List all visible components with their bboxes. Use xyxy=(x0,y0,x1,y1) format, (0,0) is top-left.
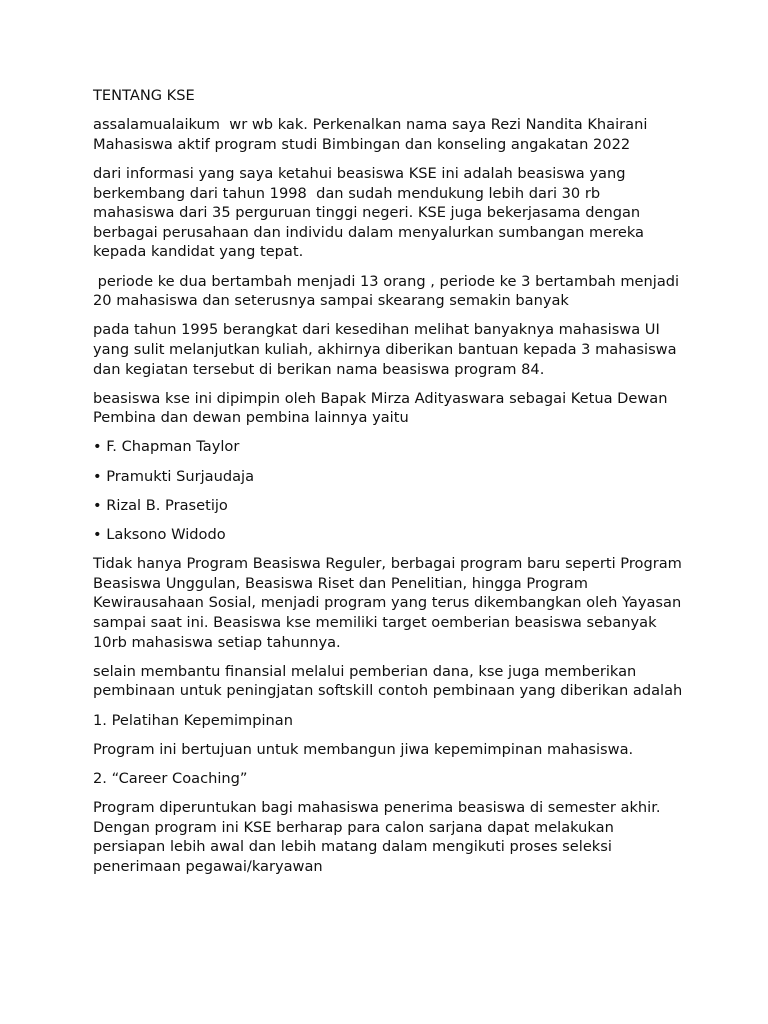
career-coaching-description: Program diperuntukan bagi mahasiswa penerima beasiswa di semester akhir. Dengan program ini KSE berharap para calon sarjana dapat melakukan persiapan lebih awal dan lebih matang dalam mengikuti proses seleksi penerimaan pegawai/karyawan xyxy=(93,799,666,875)
history-paragraph: pada tahun 1995 berangkat dari kesedihan melihat banyaknya mahasiswa UI yang sulit melanjutkan kuliah, akhirnya diberikan bantuan kepada 3 mahasiswa dan kegiatan tersebut di berikan nama beasiswa program 84. xyxy=(93,321,682,378)
document-body xyxy=(93,86,687,886)
period-paragraph: periode ke dua bertambah menjadi 13 orang , periode ke 3 bertambah menjadi 20 mahasiswa dan seterusnya sampai skearang semakin banyak xyxy=(93,272,684,310)
leadership-paragraph: beasiswa kse ini dipimpin oleh Bapak Mirza Adityaswara sebagai Ketua Dewan Pembina dan dewan pembina lainnya yaitu xyxy=(93,389,673,427)
document-title: TENTANG KSE xyxy=(93,87,195,104)
program-heading-leadership: 1. Pelatihan Kepemimpinan xyxy=(93,711,293,729)
program-heading-career-coaching: 2. “Career Coaching” xyxy=(93,769,248,787)
leadership-program-description: Program ini bertujuan untuk membangun jiwa kepemimpinan mahasiswa. xyxy=(93,740,634,758)
intro-paragraph: assalamualaikum wr wb kak. Perkenalkan nama saya Rezi Nandita Khairani Mahasiswa aktif program studi Bimbingan dan konseling angakatan 2022 xyxy=(93,116,653,153)
softskill-paragraph: selain membantu finansial melalui pemberian dana, kse juga memberikan pembinaan untuk peningjatan softskill contoh pembinaan yang diberikan adalah xyxy=(93,662,683,700)
board-member-list-item: • F. Chapman Taylor xyxy=(93,438,240,456)
board-member-list-item: • Rizal B. Prasetijo xyxy=(93,496,228,514)
kse-info-paragraph: dari informasi yang saya ketahui beasiswa KSE ini adalah beasiswa yang berkembang dari tahun 1998 dan sudah mendukung lebih dari 30 rb mahasiswa dari 35 perguruan tinggi negeri. KSE juga bekerjasama dengan berbagai perusahaan dan individu dalam menyalurkan sumbangan mereka kepada kandidat yang tepat. xyxy=(93,164,649,261)
board-member-list-item: • Laksono Widodo xyxy=(93,526,226,544)
board-member-list-item: • Pramukti Surjaudaja xyxy=(93,467,255,485)
programs-paragraph: Tidak hanya Program Beasiswa Reguler, berbagai program baru seperti Program Beasiswa Unggulan, Beasiswa Riset dan Penelitian, hingga Program Kewirausahaan Sosial, menjadi program yang terus dikembangkan oleh Yayasan sampai saat ini. Beasiswa kse memiliki target oemberian beasiswa sebanyak 10rb mahasiswa setiap tahunnya. xyxy=(93,555,687,651)
